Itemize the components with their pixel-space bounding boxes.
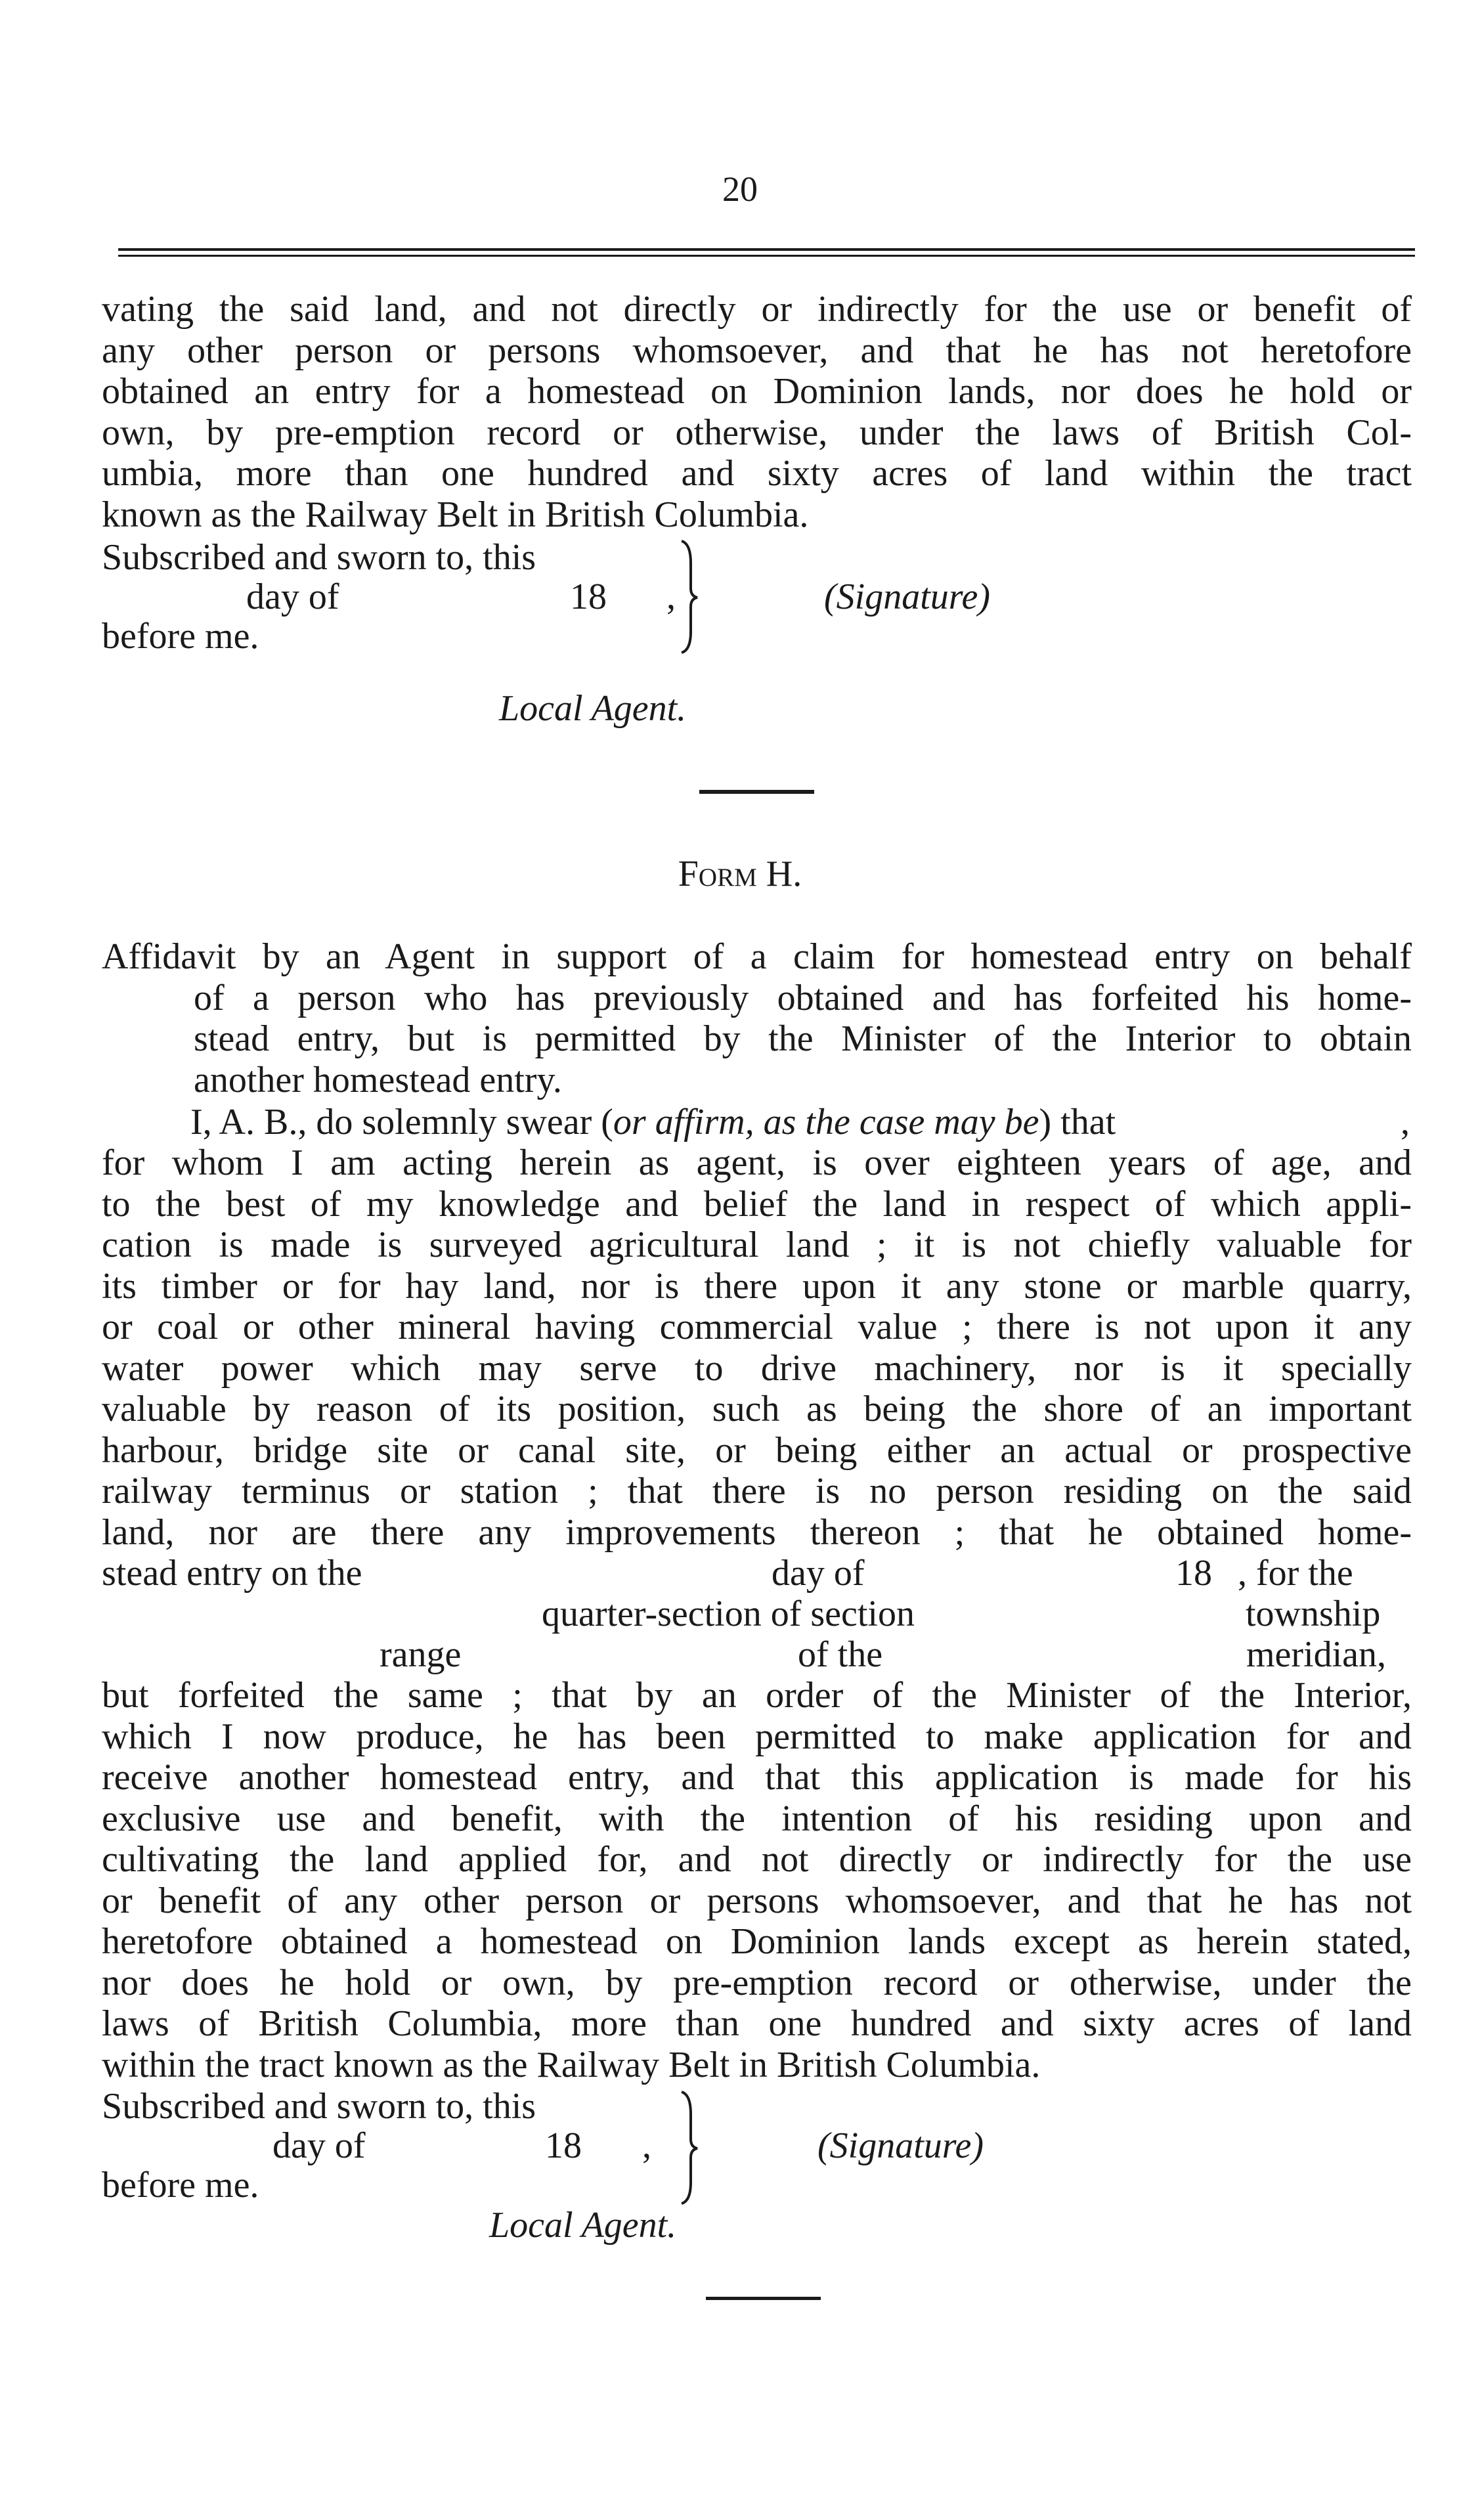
text-line: umbia, more than one hundred and sixty acres of land within the tract [102,453,1412,494]
text-line: known as the Railway Belt in British Columbia. [102,494,809,535]
body-intro [190,1102,1116,1142]
body-intro-comma: , [1401,1102,1410,1142]
body-line: exclusive use and benefit, with the intention of his residing upon and [102,1798,1412,1839]
jurat-brace [676,2088,703,2206]
body-paragraph-continued [102,1675,1412,2085]
body-line: which I now produce, he has been permitted to make application for and [102,1716,1412,1757]
body-line: cultivating the land applied for, and not directly or indirectly for the use [102,1839,1412,1880]
heading-line: stead entry, but is permitted by the Minister of the Interior to obtain [194,1018,1412,1059]
jurat-subscribed: Subscribed and sworn to, this [102,537,536,578]
body-line: to the best of my knowledge and belief the land in respect of which appli- [102,1183,1412,1225]
local-agent-label: Local Agent. [499,688,687,729]
page-number: 20 [722,169,758,209]
body-line: water power which may serve to drive machinery, nor is it specially [102,1347,1412,1389]
body-paragraph [102,1142,1412,1553]
blank-range: range [380,1634,462,1675]
body-intro-end: ) that [1039,1102,1116,1142]
blank-year: 18 [1175,1553,1212,1594]
body-line: harbour, bridge site or canal site, or being either an actual or prospective [102,1429,1412,1471]
body-line: valuable by reason of its position, such as being the shore of an important [102,1389,1412,1429]
continuation-paragraph [102,289,1412,535]
jurat-year: 18 [570,576,607,617]
body-line: receive another homestead entry, and that this application is made for his [102,1757,1412,1798]
section-divider [699,790,814,794]
blank-quarter-section: quarter-section of section [542,1594,915,1634]
text-line: vating the said land, and not directly or indirectly for the use or benefit of [102,289,1412,330]
blank-township: township [1246,1594,1381,1634]
jurat-before-me: before me. [102,616,259,657]
jurat-comma: , [666,576,676,617]
body-line: heretofore obtained a homestead on Dominion lands except as herein stated, [102,1921,1412,1962]
body-line: railway terminus or station ; that there is no person residing on the said [102,1471,1412,1511]
body-line: or coal or other mineral having commercial value ; there is not upon it any [102,1307,1412,1347]
body-line: but forfeited the same ; that by an order of the Minister of the Interior, [102,1675,1412,1716]
body-line: cation is made is surveyed agricultural land ; it is not chiefly valuable for [102,1225,1412,1265]
jurat-day-of: day of [246,576,339,617]
end-divider [706,2297,821,2300]
body-line: nor does he hold or own, by pre-emption record or otherwise, under the [102,1962,1412,2003]
blank-meridian: meridian, [1246,1634,1387,1675]
body-line: within the tract known as the Railway Belt in British Columbia. [102,2044,1041,2085]
body-intro-text: I, A. B., do solemnly swear ( [190,1102,613,1142]
body-line: land, nor are there any improvements thereon ; that he obtained home- [102,1511,1412,1553]
blank-for-the: , for the [1238,1553,1353,1594]
body-line: or benefit of any other person or persons whomsoever, and that he has not [102,1880,1412,1921]
signature-label: (Signature) [824,576,990,617]
local-agent-label: Local Agent. [489,2205,677,2246]
blank-day-of: day of [772,1553,865,1594]
header-double-rule [118,248,1415,259]
signature-label: (Signature) [817,2125,984,2166]
blank-of-the: of the [798,1634,883,1675]
form-title [0,854,1480,894]
heading-line: of a person who has previously obtained and has forfeited his home- [194,977,1412,1018]
heading-line: another homestead entry. [194,1059,562,1100]
jurat-day-of: day of [272,2125,366,2166]
text-line: own, by pre-emption record or otherwise, under the laws of British Col- [102,412,1412,453]
jurat-brace [676,537,703,655]
form-heading [102,936,1412,1100]
body-intro-italic: or affirm, as the case may be [613,1102,1039,1142]
form-title-text: Form H. [678,854,802,894]
body-line: laws of British Columbia, more than one hundred and sixty acres of land [102,2003,1412,2044]
body-line: its timber or for hay land, nor is there upon it any stone or marble quarry, [102,1265,1412,1307]
jurat-subscribed: Subscribed and sworn to, this [102,2086,536,2127]
jurat-before-me: before me. [102,2165,259,2205]
jurat-comma: , [642,2125,651,2166]
body-line: for whom I am acting herein as agent, is over eighteen years of age, and [102,1142,1412,1183]
blank-entry-on: stead entry on the [102,1553,362,1594]
text-line: obtained an entry for a homestead on Dominion lands, nor does he hold or [102,371,1412,412]
heading-line: Affidavit by an Agent in support of a claim for homestead entry on behalf [102,936,1412,977]
text-line: any other person or persons whomsoever, and that he has not heretofore [102,330,1412,371]
jurat-year: 18 [545,2125,582,2166]
